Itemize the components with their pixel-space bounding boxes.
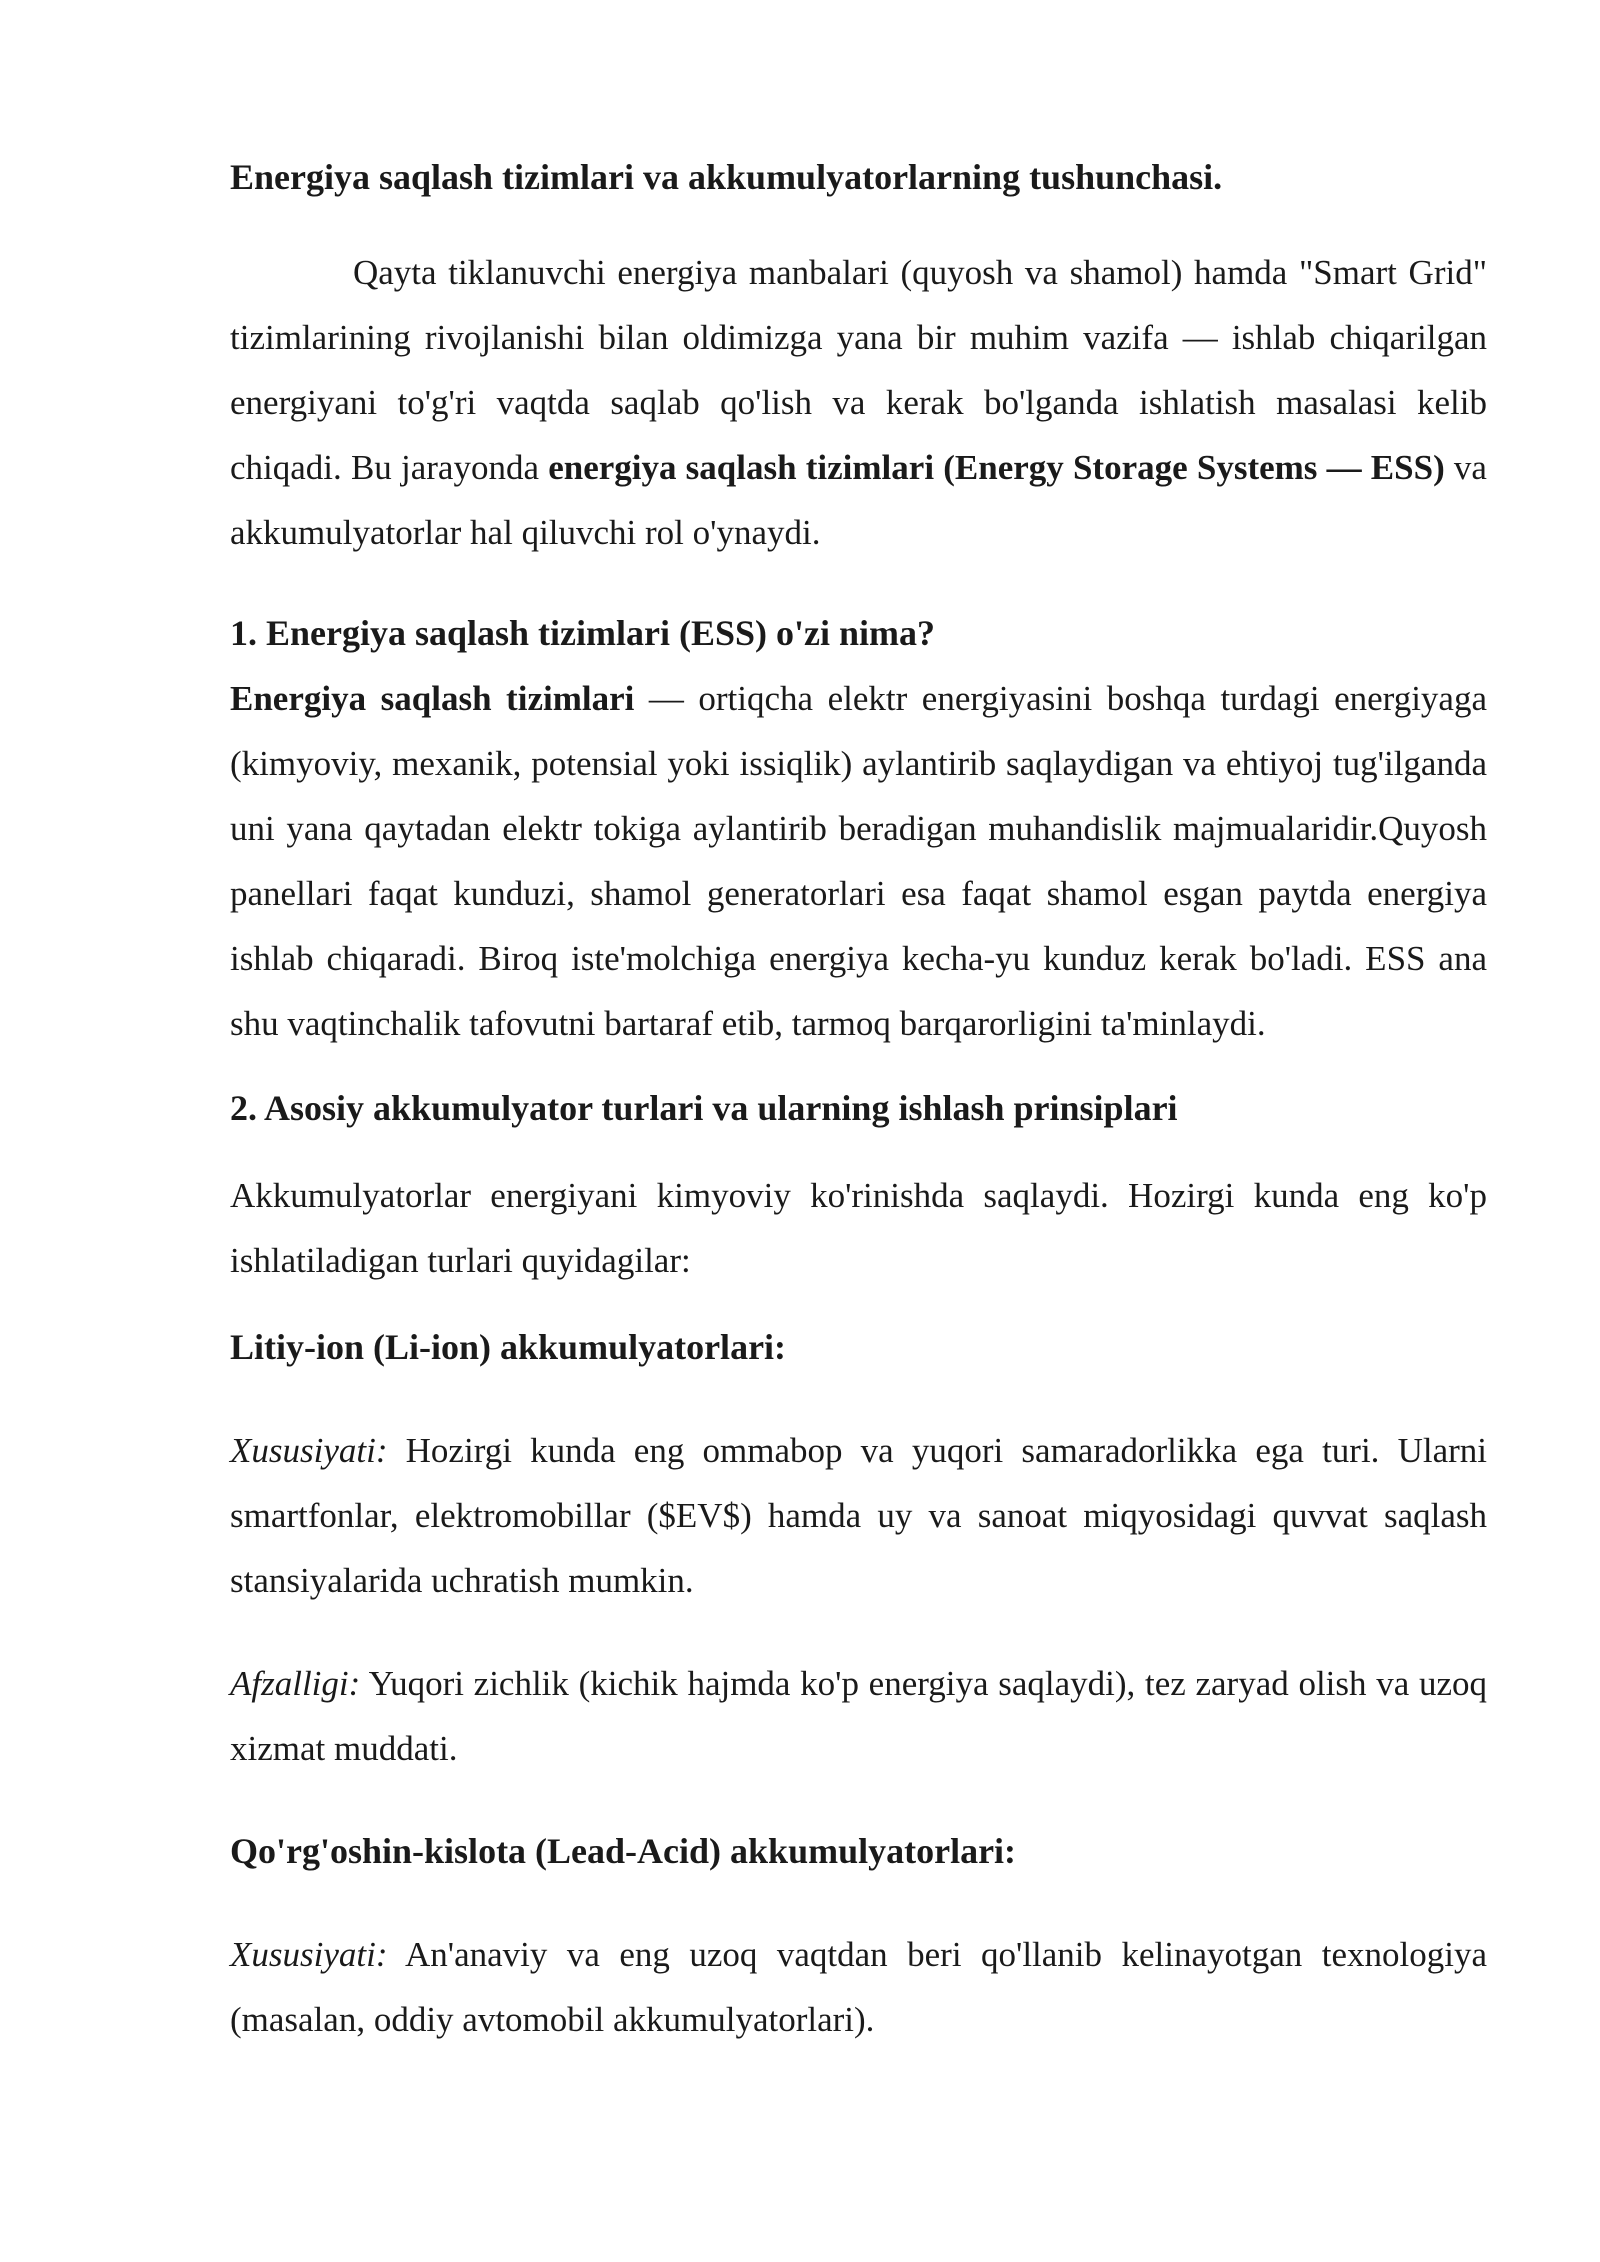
- liion-advantage-text: Yuqori zichlik (kichik hajmda ko'p energiya saqlaydi), tez zaryad olish va uzoq xizmat muddati.: [230, 1664, 1487, 1768]
- section2-paragraph: Akkumulyatorlar energiyani kimyoviy ko'rinishda saqlaydi. Hozirgi kunda eng ko'p ishlatiladigan turlari quyidagilar:: [230, 1176, 1487, 1280]
- liion-advantage-label: Afzalligi:: [230, 1664, 361, 1703]
- leadacid-feature-paragraph: [230, 1922, 1487, 2052]
- intro-bold: energiya saqlash tizimlari (Energy Storage Systems — ESS): [548, 448, 1445, 487]
- section1-paragraph: [230, 666, 1487, 1056]
- document-title: Energiya saqlash tizimlari va akkumulyatorlarning tushunchasi.: [230, 157, 1223, 197]
- leadacid-feature-text: An'anaviy va eng uzoq vaqtdan beri qo'llanib kelinayotgan texnologiya (masalan, oddiy avtomobil akkumulyatorlari).: [230, 1935, 1487, 2039]
- liion-feature-label: Xususiyati:: [230, 1431, 388, 1470]
- liion-heading: Litiy-ion (Li-ion) akkumulyatorlari:: [230, 1327, 787, 1367]
- liion-advantage-paragraph: [230, 1651, 1487, 1781]
- section1-text: — ortiqcha elektr energiyasini boshqa turdagi energiyaga (kimyoviy, mexanik, potensial yoki issiqlik) aylantirib saqlaydigan va ehtiyoj tug'ilganda uni yana qaytadan elektr tokiga aylantirib beradigan muhandislik majmualaridir.Quyosh panellari faqat kunduzi, shamol generatorlari esa faqat shamol esgan paytda energiya ishlab chiqaradi. Biroq iste'molchiga energiya kecha-yu kunduz kerak bo'ladi. ESS ana shu vaqtinchalik tafovutni bartaraf etib, tarmoq barqarorligini ta'minlaydi.: [230, 679, 1487, 1043]
- intro-text-1: Qayta tiklanuvchi energiya manbalari (quyosh va shamol) hamda "Smart Grid" tizimlarining rivojlanishi bilan oldimizga yana bir muhim vazifa — ishlab chiqarilgan energiyani to'g'ri vaqtda saqlab qo'lish va kerak bo'lganda ishlatish masalasi kelib chiqadi. Bu jarayonda: [230, 253, 1487, 487]
- leadacid-heading: Qo'rg'oshin-kislota (Lead-Acid) akkumulyatorlari:: [230, 1831, 1017, 1871]
- section1-bold: Energiya saqlash tizimlari: [230, 679, 635, 718]
- section1-heading: 1. Energiya saqlash tizimlari (ESS) o'zi nima?: [230, 613, 936, 653]
- section2-heading: 2. Asosiy akkumulyator turlari va ularning ishlash prinsiplari: [230, 1088, 1178, 1128]
- liion-feature-text: Hozirgi kunda eng ommabop va yuqori samaradorlikka ega turi. Ularni smartfonlar, elektromobillar ($EV$) hamda uy va sanoat miqyosidagi quvvat saqlash stansiyalarida uchratish mumkin.: [230, 1431, 1487, 1600]
- leadacid-feature-label: Xususiyati:: [230, 1935, 388, 1974]
- intro-paragraph: [230, 240, 1487, 565]
- intro-text-2: va akkumulyatorlar hal qiluvchi rol o'ynaydi.: [230, 448, 1487, 552]
- liion-feature-paragraph: [230, 1418, 1487, 1613]
